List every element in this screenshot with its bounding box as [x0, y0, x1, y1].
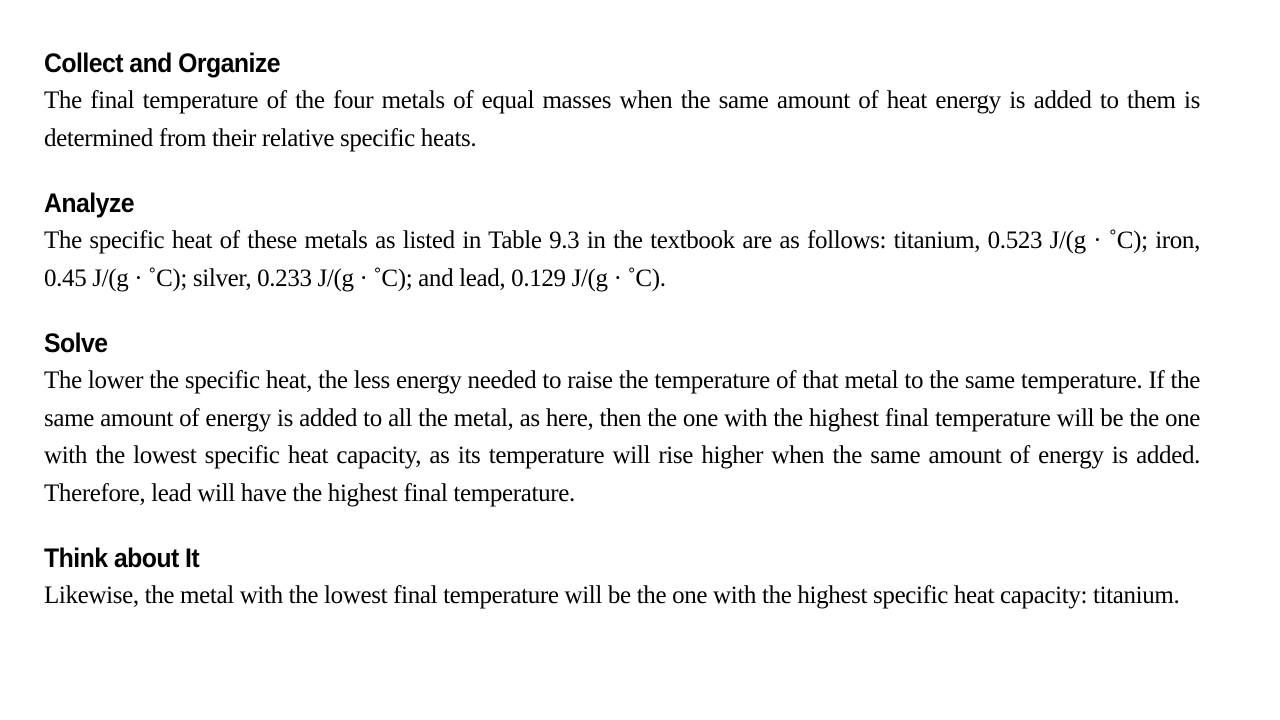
solution-document: [44, 44, 1200, 642]
section-body: Likewise, the metal with the lowest final temperature will be the one with the highest specific heat capacity: titanium.: [44, 582, 1180, 609]
section-heading: Collect and Organize: [44, 48, 281, 78]
section-heading: Think about It: [44, 543, 200, 573]
section-body: The specific heat of these metals as listed in Table 9.3 in the textbook are as follows: titanium, 0.523 J/(g · ˚C); iron, 0.45 J/(g · ˚C); silver, 0.233 J/(g · ˚C); and lead, 0.129 J/(g · ˚C).: [44, 227, 1200, 292]
section-think-about-it: [44, 539, 1200, 615]
section-body: The final temperature of the four metals of equal masses when the same amount of heat energy is added to them is determined from their relative specific heats.: [44, 87, 1200, 152]
section-solve: [44, 324, 1200, 512]
section-collect-and-organize: [44, 44, 1200, 157]
section-body: The lower the specific heat, the less energy needed to raise the temperature of that metal to the same temperature. If the same amount of energy is added to all the metal, as here, then the one with the highest final temperature will be the one with the lowest specific heat capacity, as its temperature will rise higher when the same amount of energy is added. Therefore, lead will have the highest final temperature.: [44, 367, 1200, 507]
section-analyze: [44, 184, 1200, 297]
section-heading: Analyze: [44, 188, 135, 218]
section-heading: Solve: [44, 328, 108, 358]
